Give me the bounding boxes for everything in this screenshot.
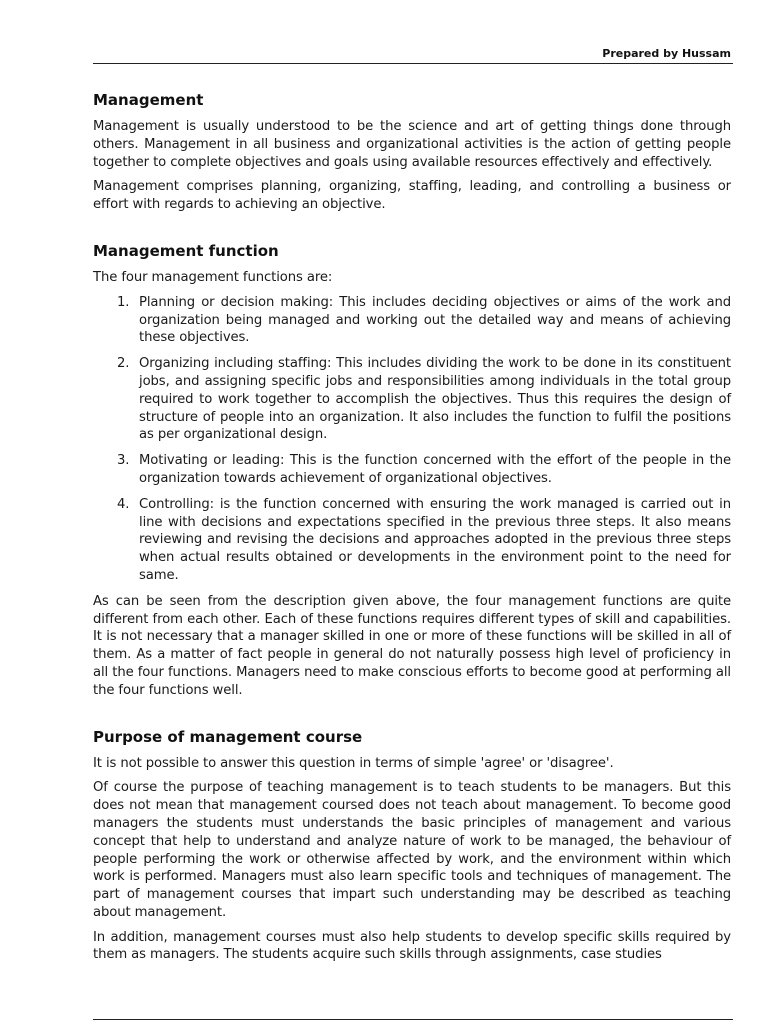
list-item — [117, 294, 731, 347]
paragraph: Of course the purpose of teaching management is to teach students to be managers. But this does not mean that management coursed does not teach about management. To become good managers the students must understands the basic principles of management and various concept that help to understand and analyze nature of work to be managed, the behaviour of people performing the work or otherwise affected by work, and the environment within which work is performed. Managers must also learn specific tools and techniques of management. The part of management courses that impart such understanding may be described as teaching about management. — [93, 780, 731, 920]
list-item-text: Organizing including staffing: This includes dividing the work to be done in its constituent jobs, and assigning specific jobs and responsibilities among individuals in the total group required to work together to accomplish the objectives. Thus this requires the design of structure of people into an organization. It also includes the function to fulfil the positions as per organizational design. — [139, 356, 731, 443]
header-prepared-by: Prepared by Hussam — [602, 47, 731, 60]
document-body — [93, 89, 731, 964]
paragraph: The four management functions are: — [93, 269, 333, 285]
list-item-text: Controlling: is the function concerned with ensuring the work managed is carried out in line with decisions and expectations specified in the previous three steps. It also means reviewing and revising the decisions and approaches adopted in the previous three steps when actual results obtained or developments in the environment point to the need for same. — [139, 496, 731, 583]
list-number: 4. — [117, 496, 130, 512]
paragraph: Management comprises planning, organizing, staffing, leading, and controlling a business or effort with regards to achieving an objective. — [93, 179, 731, 213]
list-item — [117, 452, 731, 488]
list-item — [117, 355, 731, 444]
list-number: 1. — [117, 294, 130, 310]
section-heading-management: Management — [93, 91, 204, 109]
list-number: 2. — [117, 356, 130, 372]
list-item — [117, 496, 731, 585]
list-item-text: Planning or decision making: This includes deciding objectives or aims of the work and organization being managed and working out the detailed way and means of achieving these objectives. — [139, 294, 731, 346]
paragraph: As can be seen from the description given above, the four management functions are quite different from each other. Each of these functions requires different types of skill and capabilities. It is not necessary that a manager skilled in one or more of these functions will be skilled in all of them. As a matter of fact people in general do not naturally possess high level of proficiency in all the four functions. Managers need to make conscious efforts to become good at performing all the four functions well. — [93, 593, 731, 698]
paragraph: Management is usually understood to be the science and art of getting things done through others. Management in all business and organizational activities is the action of getting people together to complete objectives and goals using available resources effectively and effectively. — [93, 119, 731, 170]
list-item-text: Motivating or leading: This is the function concerned with the effort of the people in the organization towards achievement of organizational objectives. — [139, 453, 731, 486]
footer-divider — [93, 1019, 733, 1020]
paragraph: It is not possible to answer this question in terms of simple 'agree' or 'disagree'. — [93, 755, 614, 771]
header-divider — [93, 63, 733, 64]
section-heading-management-function: Management function — [93, 241, 279, 260]
list-number: 3. — [117, 453, 130, 469]
paragraph: In addition, management courses must also help students to develop specific skills required by them as managers. The students acquire such skills through assignments, case studies — [93, 929, 731, 963]
functions-list — [93, 294, 731, 585]
section-heading-purpose: Purpose of management course — [93, 727, 363, 746]
